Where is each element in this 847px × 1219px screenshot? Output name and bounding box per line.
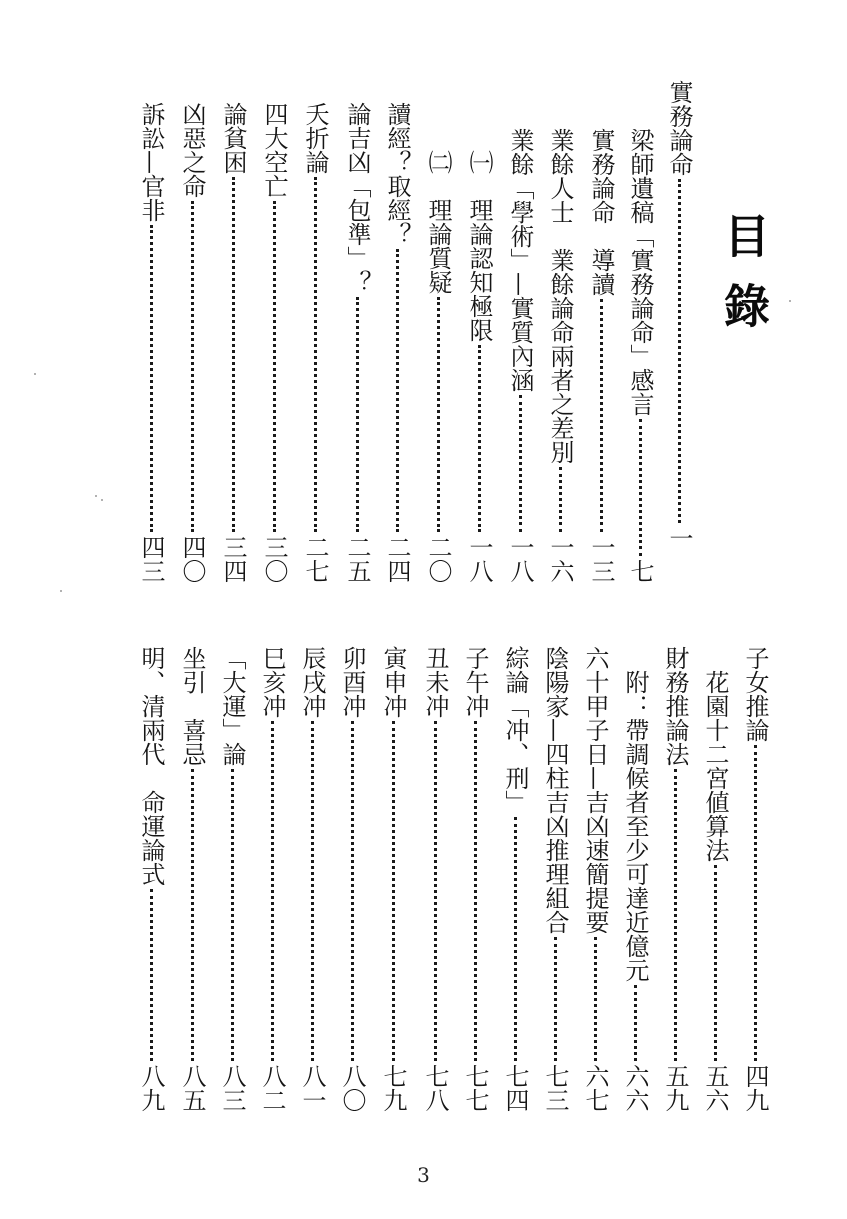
toc-entry-lower-14 — [177, 646, 207, 1112]
toc-leader-dots — [594, 937, 597, 1061]
toc-entry-lower-2 — [660, 646, 690, 1112]
toc-leader-dots — [559, 467, 562, 532]
toc-leader-dots — [519, 395, 522, 532]
toc-entry-page: 一六 — [546, 535, 574, 583]
toc-leader-dots — [478, 345, 481, 532]
toc-entry-lower-7 — [460, 646, 490, 1112]
page-number: 3 — [417, 1163, 430, 1187]
scan-speck — [34, 373, 36, 375]
toc-entry-upper-2 — [586, 128, 616, 583]
toc-leader-dots — [356, 297, 359, 532]
toc-entry-lower-4 — [580, 646, 610, 1112]
toc-leader-dots — [634, 985, 637, 1061]
toc-entry-page: 六七 — [581, 1064, 609, 1112]
toc-leader-dots — [351, 721, 354, 1061]
toc-leader-dots — [311, 721, 314, 1061]
toc-entry-upper-6 — [423, 150, 453, 583]
toc-entry-page: 一八 — [506, 535, 534, 583]
toc-entry-upper-5 — [464, 150, 494, 583]
toc-entry-title: 辰戌冲 — [298, 646, 326, 718]
scan-speck — [101, 499, 103, 501]
toc-entry-title: 卯酉冲 — [338, 646, 366, 718]
toc-entry-upper-12 — [177, 102, 207, 583]
scan-speck — [95, 495, 97, 497]
toc-entry-lower-12 — [257, 646, 287, 1112]
toc-entry-page: 八九 — [137, 1064, 165, 1112]
toc-entry-title: 子午冲 — [461, 646, 489, 718]
toc-entry-lower-13 — [217, 646, 247, 1112]
toc-entry-page: 五六 — [701, 1064, 729, 1112]
toc-entry-lower-5 — [540, 646, 570, 1112]
scan-speck — [60, 590, 62, 592]
toc-entry-title: ㈡ 理論質疑 — [424, 150, 452, 294]
toc-leader-dots — [639, 419, 642, 556]
toc-entry-page: 二〇 — [424, 535, 452, 583]
toc-leader-dots — [754, 745, 757, 1061]
toc-leader-dots — [271, 721, 274, 1061]
toc-entry-upper-9 — [300, 102, 330, 583]
toc-entry-title: 實務論命 導讀 — [587, 128, 615, 296]
toc-entry-page: 二五 — [343, 535, 371, 583]
toc-entry-upper-8 — [342, 102, 372, 583]
toc-entry-page: 八〇 — [338, 1064, 366, 1112]
toc-leader-dots — [674, 769, 677, 1061]
toc-entry-title: 六十甲子日—吉凶速簡提要 — [581, 646, 609, 934]
toc-entry-title: 明、清兩代 命運論式 — [137, 646, 165, 886]
toc-entry-upper-1 — [625, 128, 655, 583]
toc-entry-page: 七九 — [379, 1064, 407, 1112]
toc-leader-dots — [600, 299, 603, 532]
toc-leader-dots — [437, 297, 440, 532]
toc-leader-dots — [191, 769, 194, 1061]
toc-entry-title: 四大空亡 — [260, 102, 288, 198]
toc-entry-page: 八一 — [298, 1064, 326, 1112]
toc-leader-dots — [474, 721, 477, 1061]
toc-entry-title: 綜論「冲、刑」 — [501, 646, 529, 814]
toc-entry-title: 訴訟—官非 — [137, 102, 165, 222]
toc-entry-page: 八三 — [218, 1064, 246, 1112]
toc-entry-title: 實務論命 — [665, 80, 693, 176]
toc-entry-page: 七三 — [541, 1064, 569, 1112]
toc-entry-title: 讀經？取經？ — [383, 102, 411, 246]
toc-entry-upper-10 — [259, 102, 289, 583]
toc-entry-page: 七七 — [461, 1064, 489, 1112]
toc-leader-dots — [714, 865, 717, 1061]
toc-entry-lower-15 — [136, 646, 166, 1112]
toc-entry-page: 七 — [626, 559, 654, 583]
toc-leader-dots — [396, 249, 399, 532]
toc-entry-title: 寅申冲 — [379, 646, 407, 718]
toc-leader-dots — [150, 225, 153, 532]
toc-entry-lower-3 — [620, 670, 650, 1112]
toc-entry-title: 論貧困 — [219, 102, 247, 174]
toc-entry-title: 陰陽家—四柱吉凶推理組合 — [541, 646, 569, 934]
toc-entry-title: ㈠ 理論認知極限 — [465, 150, 493, 342]
toc-heading: 目錄 — [717, 212, 771, 352]
toc-leader-dots — [273, 201, 276, 532]
toc-entry-title: 凶惡之命 — [178, 102, 206, 198]
toc-entry-title: 坐引 喜忌 — [178, 646, 206, 766]
toc-entry-page: 八五 — [178, 1064, 206, 1112]
toc-leader-dots — [314, 177, 317, 532]
toc-entry-upper-4 — [505, 128, 535, 583]
toc-leader-dots — [514, 817, 517, 1061]
toc-entry-upper-0 — [664, 80, 694, 550]
toc-entry-title: 梁師遺稿「實務論命」感言 — [626, 128, 654, 416]
toc-entry-title: 財務推論法 — [661, 646, 689, 766]
toc-entry-page: 二七 — [301, 535, 329, 583]
toc-leader-dots — [434, 721, 437, 1061]
toc-entry-lower-9 — [378, 646, 408, 1112]
toc-leader-dots — [231, 769, 234, 1061]
toc-entry-lower-1 — [700, 670, 730, 1112]
toc-entry-lower-6 — [500, 646, 530, 1112]
toc-entry-page: 二四 — [383, 535, 411, 583]
toc-entry-page: 三〇 — [260, 535, 288, 583]
toc-entry-title: 論吉凶「包準」？ — [343, 102, 371, 294]
toc-entry-page: 八二 — [258, 1064, 286, 1112]
toc-entry-page: 一三 — [587, 535, 615, 583]
toc-entry-upper-7 — [382, 102, 412, 583]
toc-entry-page: 一 — [665, 526, 693, 550]
toc-entry-page: 七四 — [501, 1064, 529, 1112]
toc-leader-dots — [554, 937, 557, 1061]
toc-entry-lower-8 — [420, 646, 450, 1112]
toc-entry-page: 六六 — [621, 1064, 649, 1112]
toc-leader-dots — [232, 177, 235, 532]
toc-leader-dots — [191, 201, 194, 532]
toc-entry-upper-11 — [218, 102, 248, 583]
toc-entry-title: 業餘「學術」—實質內涵 — [506, 128, 534, 392]
toc-leader-dots — [150, 889, 153, 1061]
toc-entry-title: 丑未冲 — [421, 646, 449, 718]
toc-entry-title: 子女推論 — [741, 646, 769, 742]
toc-entry-page: 四九 — [741, 1064, 769, 1112]
toc-entry-page: 一八 — [465, 535, 493, 583]
toc-entry-lower-0 — [740, 646, 770, 1112]
toc-leader-dots — [392, 721, 395, 1061]
toc-entry-page: 五九 — [661, 1064, 689, 1112]
toc-entry-page: 三四 — [219, 535, 247, 583]
toc-leader-dots — [678, 179, 681, 523]
toc-entry-title: 「大運」論 — [218, 646, 246, 766]
toc-entry-lower-10 — [337, 646, 367, 1112]
toc-entry-title: 花園十二宮値算法 — [701, 670, 729, 862]
toc-entry-title: 附：帶調候者至少可達近億元 — [621, 670, 649, 982]
toc-entry-page: 四三 — [137, 535, 165, 583]
toc-entry-page: 七八 — [421, 1064, 449, 1112]
toc-entry-lower-11 — [297, 646, 327, 1112]
toc-entry-title: 夭折論 — [301, 102, 329, 174]
toc-entry-page: 四〇 — [178, 535, 206, 583]
toc-entry-title: 巳亥冲 — [258, 646, 286, 718]
toc-entry-title: 業餘人士 業餘論命兩者之差別 — [546, 128, 574, 464]
toc-entry-upper-13 — [136, 102, 166, 583]
toc-entry-upper-3 — [545, 128, 575, 583]
scan-speck — [789, 300, 791, 302]
